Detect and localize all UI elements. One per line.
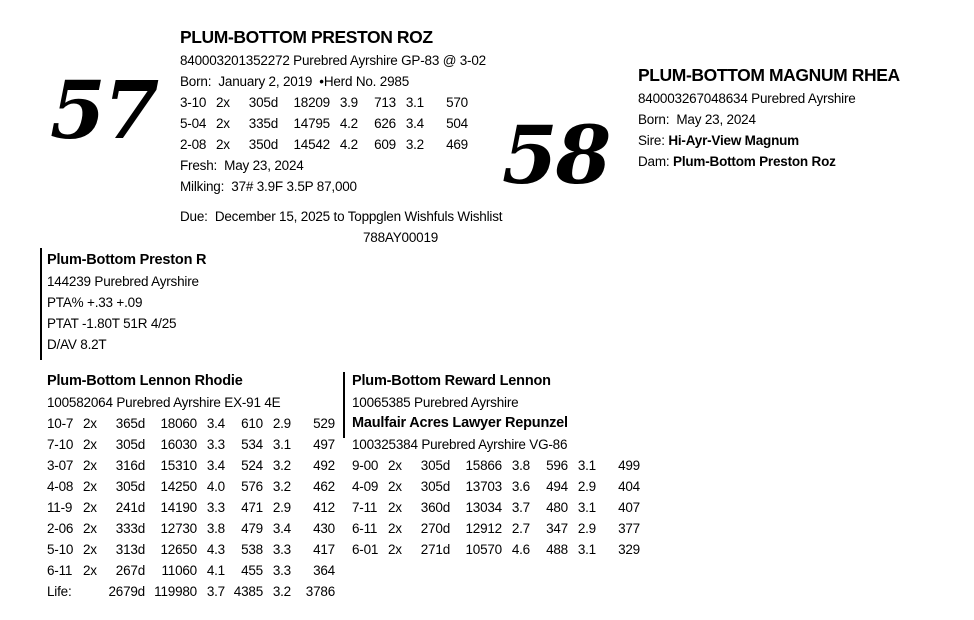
lactation-record-row: [47, 434, 347, 455]
record-cell: 3.1: [272, 437, 291, 452]
record-cell: 14250: [160, 479, 197, 494]
record-cell: 5-04: [180, 116, 207, 131]
record-cell: 350d: [248, 137, 278, 152]
lot-57-born-line: Born: January 2, 2019 •Herd No. 2985: [180, 74, 410, 89]
pedigree-dam-reg-line: 100582064 Purebred Ayrshire EX-91 4E: [47, 395, 281, 410]
record-cell: 479: [241, 521, 263, 536]
record-cell: 713: [374, 95, 396, 110]
record-cell: 4.2: [339, 116, 358, 131]
record-cell: 3.4: [206, 458, 225, 473]
record-cell: 2x: [83, 416, 97, 431]
lactation-record-row: [352, 476, 652, 497]
record-cell: 3.3: [206, 437, 225, 452]
record-cell: 5-10: [47, 542, 74, 557]
record-cell: 3.4: [272, 521, 291, 536]
breeding-id: 788AY00019: [363, 230, 439, 245]
record-cell: Life:: [47, 584, 72, 599]
record-cell: 267d: [115, 563, 145, 578]
sire-name: Hi-Ayr-View Magnum: [668, 133, 799, 148]
record-cell: 2x: [388, 521, 402, 536]
record-cell: 3.8: [206, 521, 225, 536]
record-cell: 15866: [465, 458, 502, 473]
lot-58-dam-line: [638, 151, 958, 172]
record-cell: 2-08: [180, 137, 207, 152]
record-cell: 2x: [216, 116, 230, 131]
maternal-dam-reg-line: 100325384 Purebred Ayrshire VG-86: [352, 437, 568, 452]
record-cell: 119980: [154, 584, 197, 599]
pedigree-divider-bar: [40, 248, 42, 360]
pedigree-sire-reg-line: 144239 Purebred Ayrshire: [47, 274, 199, 289]
lot-57-due-section: [180, 206, 580, 248]
record-cell: 2x: [83, 521, 97, 536]
record-cell: 2x: [83, 563, 97, 578]
record-cell: 3.3: [272, 563, 291, 578]
record-cell: 7-10: [47, 437, 74, 452]
lot-57-lactation-records: [180, 92, 510, 155]
record-cell: 3.4: [206, 416, 225, 431]
pedigree-sire-pta-line: PTA% +.33 +.09: [47, 295, 143, 310]
record-cell: 2x: [83, 437, 97, 452]
record-cell: 14795: [293, 116, 330, 131]
record-cell: 4385: [233, 584, 263, 599]
record-cell: 360d: [420, 500, 450, 515]
record-cell: 2x: [83, 479, 97, 494]
record-cell: 524: [241, 458, 263, 473]
record-cell: 2.9: [272, 500, 291, 515]
record-cell: 18209: [293, 95, 330, 110]
record-cell: 3.7: [511, 500, 530, 515]
record-cell: 3.2: [405, 137, 424, 152]
lot-58-born-line: Born: May 23, 2024: [638, 112, 756, 127]
record-cell: 335d: [248, 116, 278, 131]
record-cell: 3.1: [577, 458, 596, 473]
record-cell: 2x: [388, 542, 402, 557]
record-cell: 305d: [115, 437, 145, 452]
record-cell: 2.9: [577, 479, 596, 494]
lot-57-fresh-line: Fresh: May 23, 2024: [180, 158, 304, 173]
record-cell: 241d: [115, 500, 145, 515]
record-cell: 4.2: [339, 137, 358, 152]
due-line: Due: December 15, 2025 to Toppglen Wishfuls Wishlist: [180, 209, 503, 224]
record-cell: 3.3: [206, 500, 225, 515]
record-cell: 305d: [420, 479, 450, 494]
record-cell: 305d: [420, 458, 450, 473]
record-cell: 2x: [216, 95, 230, 110]
lactation-record-row: [352, 518, 652, 539]
lot-58-section: [638, 62, 958, 172]
maternal-dam-lactation-records: [352, 455, 652, 560]
lactation-record-row: [47, 560, 347, 581]
lot-57-animal-title: PLUM-BOTTOM PRESTON ROZ: [180, 27, 433, 47]
lactation-record-row: [180, 92, 510, 113]
record-cell: 364: [313, 563, 335, 578]
record-cell: 2x: [388, 500, 402, 515]
record-cell: 3-10: [180, 95, 207, 110]
record-cell: 3.7: [206, 584, 225, 599]
lactation-record-row: [47, 539, 347, 560]
record-cell: 626: [374, 116, 396, 131]
record-cell: 404: [618, 479, 640, 494]
record-cell: 377: [618, 521, 640, 536]
record-cell: 430: [313, 521, 335, 536]
maternal-sire-name: Plum-Bottom Reward Lennon: [352, 373, 551, 389]
record-cell: 3.2: [272, 458, 291, 473]
record-cell: 305d: [115, 479, 145, 494]
dam-name: Plum-Bottom Preston Roz: [673, 154, 836, 169]
record-cell: 6-01: [352, 542, 379, 557]
record-cell: 16030: [160, 437, 197, 452]
record-cell: 3.1: [577, 542, 596, 557]
record-cell: 2x: [388, 479, 402, 494]
record-cell: 4-08: [47, 479, 74, 494]
record-cell: 2679d: [108, 584, 145, 599]
record-cell: 417: [313, 542, 335, 557]
record-cell: 3.2: [272, 584, 291, 599]
record-cell: 13034: [465, 500, 502, 515]
record-cell: 3.2: [272, 479, 291, 494]
lot-58-animal-title: PLUM-BOTTOM MAGNUM RHEA: [638, 65, 900, 85]
pedigree-dam-name: Plum-Bottom Lennon Rhodie: [47, 373, 243, 389]
pedigree-sire-dav-line: D/AV 8.2T: [47, 337, 107, 352]
record-cell: 347: [546, 521, 568, 536]
record-cell: 12912: [465, 521, 502, 536]
record-cell: 610: [241, 416, 263, 431]
record-cell: 534: [241, 437, 263, 452]
record-cell: 596: [546, 458, 568, 473]
record-cell: 480: [546, 500, 568, 515]
record-cell: 313d: [115, 542, 145, 557]
lactation-record-row: [47, 581, 347, 602]
lactation-record-row: [47, 497, 347, 518]
record-cell: 2.7: [511, 521, 530, 536]
record-cell: 3.3: [272, 542, 291, 557]
record-cell: 3.1: [577, 500, 596, 515]
record-cell: 3.1: [405, 95, 424, 110]
lactation-record-row: [47, 413, 347, 434]
pedigree-divider-bar: [343, 372, 345, 438]
record-cell: 11060: [161, 563, 197, 578]
record-cell: 9-00: [352, 458, 379, 473]
record-cell: 6-11: [352, 521, 378, 536]
record-cell: 499: [618, 458, 640, 473]
record-cell: 412: [313, 500, 335, 515]
lactation-record-row: [47, 476, 347, 497]
pedigree-sire-name: Plum-Bottom Preston R: [47, 252, 207, 268]
record-cell: 316d: [115, 458, 145, 473]
record-cell: 492: [313, 458, 335, 473]
record-cell: 471: [241, 500, 263, 515]
lot-58-registration-line: 840003267048634 Purebred Ayrshire: [638, 91, 856, 106]
record-cell: 504: [446, 116, 468, 131]
record-cell: 329: [618, 542, 640, 557]
record-cell: 2x: [83, 458, 97, 473]
lactation-record-row: [352, 497, 652, 518]
record-cell: 2-06: [47, 521, 74, 536]
record-cell: 3786: [305, 584, 335, 599]
record-cell: 497: [313, 437, 335, 452]
record-cell: 10570: [465, 542, 502, 557]
record-cell: 13703: [465, 479, 502, 494]
record-cell: 11-9: [47, 500, 73, 515]
record-cell: 494: [546, 479, 568, 494]
record-cell: 2.9: [272, 416, 291, 431]
record-cell: 488: [546, 542, 568, 557]
lactation-record-row: [180, 113, 510, 134]
record-cell: 14542: [293, 137, 330, 152]
record-cell: 609: [374, 137, 396, 152]
record-cell: 7-11: [352, 500, 378, 515]
record-cell: 4.0: [206, 479, 225, 494]
record-cell: 455: [241, 563, 263, 578]
record-cell: 576: [241, 479, 263, 494]
record-cell: 2x: [388, 458, 402, 473]
lot-57-registration-line: 840003201352272 Purebred Ayrshire GP-83 @ 3-02: [180, 53, 486, 68]
record-cell: 407: [618, 500, 640, 515]
pedigree-maternal-block: [352, 371, 652, 560]
record-cell: 12730: [160, 521, 197, 536]
record-cell: 2.9: [577, 521, 596, 536]
pedigree-dam-lactation-records: [47, 413, 347, 602]
record-cell: 529: [313, 416, 335, 431]
record-cell: 2x: [83, 500, 97, 515]
record-cell: 3-07: [47, 458, 74, 473]
record-cell: 3.8: [511, 458, 530, 473]
record-cell: 570: [446, 95, 468, 110]
record-cell: 365d: [115, 416, 145, 431]
pedigree-sire-ptat-line: PTAT -1.80T 51R 4/25: [47, 316, 177, 331]
record-cell: 10-7: [47, 416, 74, 431]
record-cell: 3.4: [405, 116, 424, 131]
record-cell: 3.9: [339, 95, 358, 110]
record-cell: 15310: [160, 458, 197, 473]
dam-label: Dam:: [638, 154, 674, 169]
record-cell: 2x: [83, 542, 97, 557]
lactation-record-row: [47, 518, 347, 539]
record-cell: 2x: [216, 137, 230, 152]
lot-57-milking-line: Milking: 37# 3.9F 3.5P 87,000: [180, 179, 357, 194]
record-cell: 271d: [420, 542, 450, 557]
record-cell: 4.1: [206, 563, 225, 578]
record-cell: 18060: [160, 416, 197, 431]
record-cell: 6-11: [47, 563, 73, 578]
record-cell: 4-09: [352, 479, 379, 494]
lactation-record-row: [352, 455, 652, 476]
lot-number-58: 58: [502, 108, 610, 202]
record-cell: 12650: [160, 542, 197, 557]
record-cell: 333d: [115, 521, 145, 536]
lot-number-57: 57: [50, 63, 158, 157]
lot-58-sire-line: [638, 130, 958, 151]
record-cell: 4.3: [206, 542, 225, 557]
record-cell: 3.6: [511, 479, 530, 494]
record-cell: 270d: [420, 521, 450, 536]
record-cell: 14190: [160, 500, 197, 515]
pedigree-sire-block: [47, 250, 327, 355]
pedigree-dam-block: [47, 371, 347, 602]
lactation-record-row: [352, 539, 652, 560]
sire-label: Sire:: [638, 133, 669, 148]
record-cell: 4.6: [511, 542, 530, 557]
lactation-record-row: [180, 134, 510, 155]
record-cell: 462: [313, 479, 335, 494]
maternal-dam-name: Maulfair Acres Lawyer Repunzel: [352, 415, 568, 431]
lot-57-section: [180, 24, 510, 197]
record-cell: 469: [446, 137, 468, 152]
maternal-sire-reg-line: 10065385 Purebred Ayrshire: [352, 395, 519, 410]
record-cell: 538: [241, 542, 263, 557]
record-cell: 305d: [248, 95, 278, 110]
lactation-record-row: [47, 455, 347, 476]
